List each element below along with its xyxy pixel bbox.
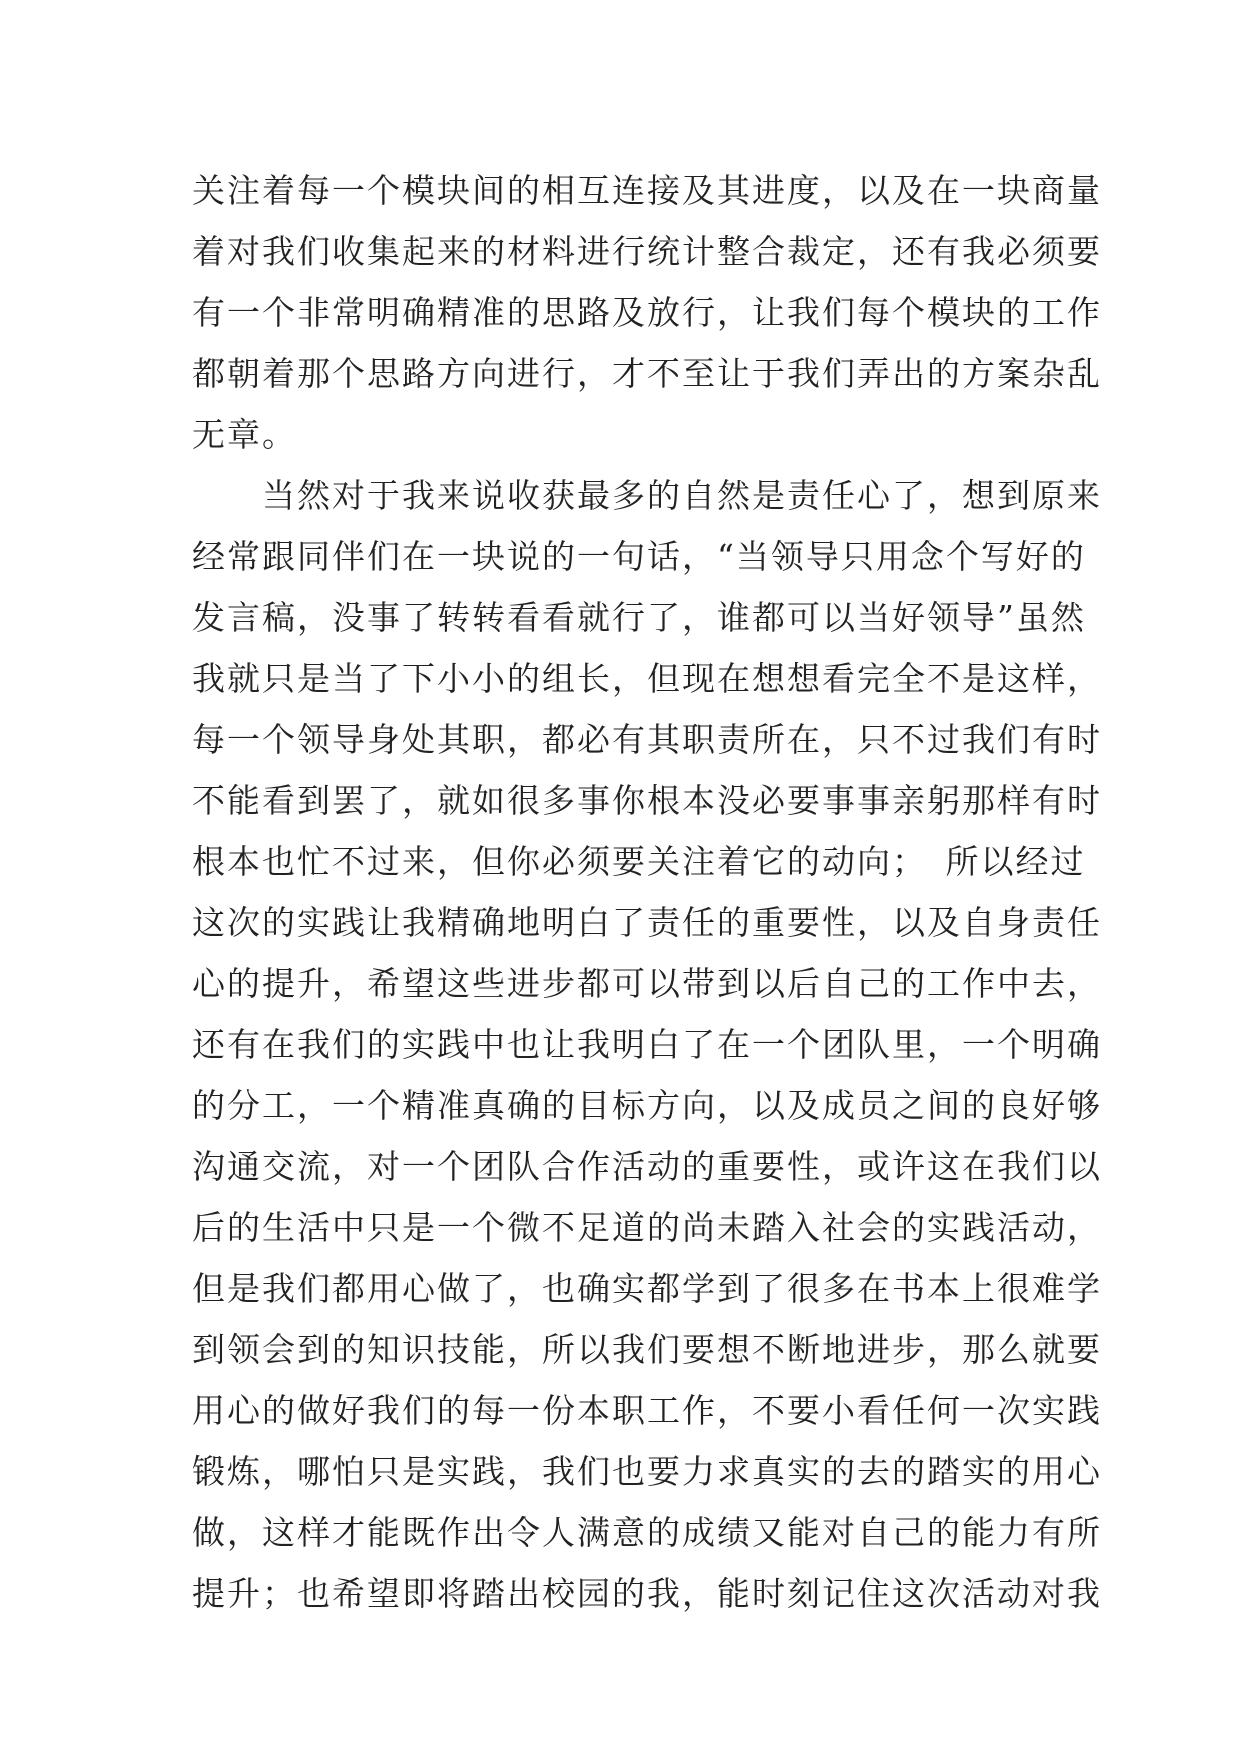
text-line: 发言稿，没事了转转看看就行了，谁都可以当好领导”虽然 bbox=[192, 598, 1086, 637]
text-line: 都朝着那个思路方向进行，才不至让于我们弄出的方案杂乱 bbox=[192, 354, 1102, 393]
text-line: 经常跟同伴们在一块说的一句话，“当领导只用念个写好的 bbox=[192, 537, 1086, 576]
text-line: 还有在我们的实践中也让我明白了在一个团队里，一个明确 bbox=[192, 1025, 1102, 1064]
text-line: 提升；也希望即将踏出校园的我，能时刻记住这次活动对我 bbox=[192, 1574, 1102, 1613]
text-line: 后的生活中只是一个微不足道的尚未踏入社会的实践活动， bbox=[192, 1208, 1102, 1247]
text-line: 着对我们收集起来的材料进行统计整合裁定，还有我必须要 bbox=[192, 232, 1102, 271]
text-line: 无章。 bbox=[192, 415, 297, 454]
text-line: 锻炼，哪怕只是实践，我们也要力求真实的去的踏实的用心 bbox=[192, 1452, 1102, 1491]
text-line: 我就只是当了下小小的组长，但现在想想看完全不是这样， bbox=[192, 659, 1102, 698]
text-line: 用心的做好我们的每一份本职工作，不要小看任何一次实践 bbox=[192, 1391, 1102, 1430]
text-line: 有一个非常明确精准的思路及放行，让我们每个模块的工作 bbox=[192, 293, 1102, 332]
text-line: 到领会到的知识技能，所以我们要想不断地进步，那么就要 bbox=[192, 1330, 1102, 1369]
text-line: 每一个领导身处其职，都必有其职责所在，只不过我们有时 bbox=[192, 720, 1102, 759]
text-line: 做，这样才能既作出令人满意的成绩又能对自己的能力有所 bbox=[192, 1513, 1102, 1552]
text-line: 心的提升，希望这些进步都可以带到以后自己的工作中去， bbox=[192, 964, 1102, 1003]
text-line: 这次的实践让我精确地明白了责任的重要性，以及自身责任 bbox=[192, 903, 1102, 942]
text-line: 关注着每一个模块间的相互连接及其进度，以及在一块商量 bbox=[192, 171, 1102, 210]
text-line: 但是我们都用心做了，也确实都学到了很多在书本上很难学 bbox=[192, 1269, 1102, 1308]
body-text bbox=[192, 160, 1102, 1624]
text-line: 的分工，一个精准真确的目标方向，以及成员之间的良好够 bbox=[192, 1086, 1102, 1125]
text-line: 沟通交流，对一个团队合作活动的重要性，或许这在我们以 bbox=[192, 1147, 1102, 1186]
text-line: 根本也忙不过来，但你必须要关注着它的动向； 所以经过 bbox=[192, 842, 1086, 881]
text-line: 当然对于我来说收获最多的自然是责任心了，想到原来 bbox=[192, 476, 1102, 515]
text-line: 不能看到罢了，就如很多事你根本没必要事事亲躬那样有时 bbox=[192, 781, 1102, 820]
